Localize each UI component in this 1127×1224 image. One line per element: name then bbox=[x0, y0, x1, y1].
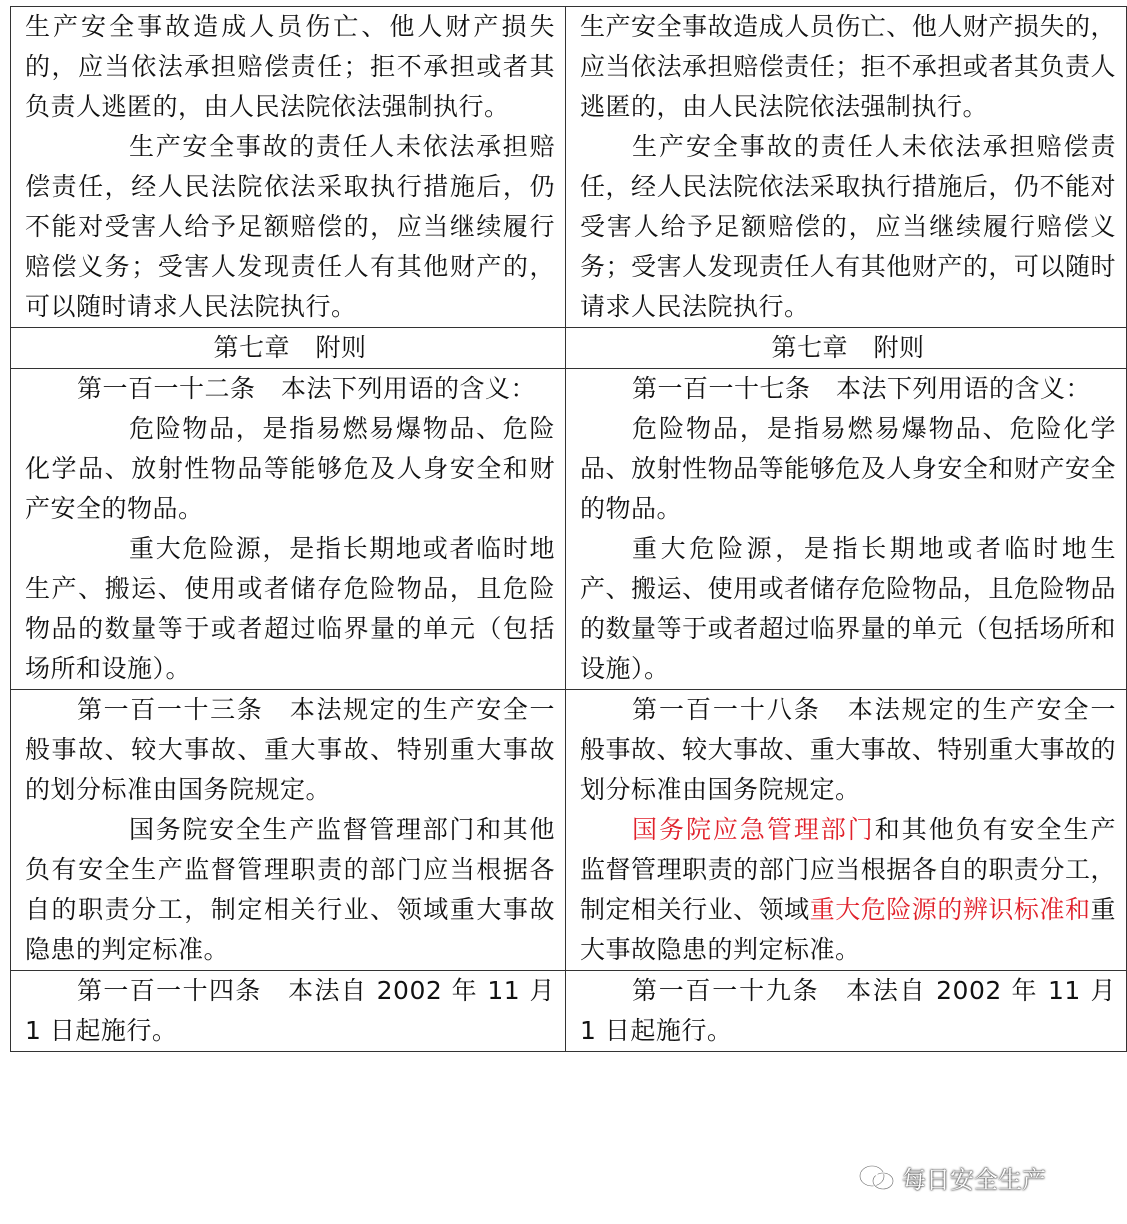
paragraph: 危险物品，是指易燃易爆物品、危险化学品、放射性物品等能够危及人身安全和财产安全的物品。 bbox=[25, 414, 555, 523]
paragraph: 第一百一十三条 本法规定的生产安全一般事故、较大事故、重大事故、特别重大事故的划分标准由国务院规定。 bbox=[25, 695, 555, 804]
old-text-cell bbox=[11, 369, 566, 690]
text-segment: 重大事故隐患的判定标准。 bbox=[580, 895, 1116, 964]
paragraph: 第一百一十九条 本法自 2002 年 11 月 1 日起施行。 bbox=[580, 976, 1116, 1045]
paragraph: 第一百一十四条 本法自 2002 年 11 月 1 日起施行。 bbox=[25, 976, 555, 1045]
paragraph: 生产安全事故造成人员伤亡、他人财产损失的，应当依法承担赔偿责任；拒不承担或者其负责人逃匿的，由人民法院依法强制执行。 bbox=[580, 12, 1116, 121]
watermark-text: 每日安全生产 bbox=[902, 1166, 1046, 1194]
table-row bbox=[11, 7, 1127, 328]
law-comparison-table bbox=[10, 6, 1127, 1052]
changed-text: 国务院应急管理部门 bbox=[632, 815, 875, 844]
comparison-page bbox=[10, 6, 1116, 1052]
old-text-cell bbox=[11, 7, 566, 328]
table-body bbox=[11, 7, 1127, 1052]
changed-text: 重大危险源的辨识标准和 bbox=[809, 895, 1091, 924]
paragraph: 重大危险源，是指长期地或者临时地生产、搬运、使用或者储存危险物品，且危险物品的数量等于或者超过临界量的单元（包括场所和设施）。 bbox=[580, 534, 1116, 683]
table-row bbox=[11, 971, 1127, 1052]
new-text-cell bbox=[566, 690, 1127, 971]
paragraph: 危险物品，是指易燃易爆物品、危险化学品、放射性物品等能够危及人身安全和财产安全的物品。 bbox=[580, 414, 1116, 523]
chapter-heading-new: 第七章 附则 bbox=[566, 328, 1127, 369]
paragraph: 第一百一十八条 本法规定的生产安全一般事故、较大事故、重大事故、特别重大事故的划分标准由国务院规定。 bbox=[580, 695, 1116, 804]
watermark bbox=[858, 1160, 1046, 1195]
chapter-heading-old: 第七章 附则 bbox=[11, 328, 566, 369]
text-segment: 和其他负有安全生产监督管理职责的部门应当根据各自的职责分工，制定相关行业、领域 bbox=[580, 815, 1116, 924]
new-text-cell bbox=[566, 971, 1127, 1052]
new-text-cell bbox=[566, 7, 1127, 328]
old-text-cell bbox=[11, 971, 566, 1052]
old-text-cell bbox=[11, 690, 566, 971]
paragraph: 生产安全事故造成人员伤亡、他人财产损失的，应当依法承担赔偿责任；拒不承担或者其负责人逃匿的，由人民法院依法强制执行。 bbox=[25, 12, 555, 121]
paragraph: 国务院安全生产监督管理部门和其他负有安全生产监督管理职责的部门应当根据各自的职责分工，制定相关行业、领域重大事故隐患的判定标准。 bbox=[25, 815, 555, 964]
table-row bbox=[11, 690, 1127, 971]
paragraph: 第一百一十七条 本法下列用语的含义： bbox=[632, 374, 1092, 403]
paragraph bbox=[580, 810, 1116, 970]
chapter-row bbox=[11, 328, 1127, 369]
table-row bbox=[11, 369, 1127, 690]
paragraph: 重大危险源，是指长期地或者临时地生产、搬运、使用或者储存危险物品，且危险物品的数量等于或者超过临界量的单元（包括场所和设施）。 bbox=[25, 534, 555, 683]
paragraph: 生产安全事故的责任人未依法承担赔偿责任，经人民法院依法采取执行措施后，仍不能对受害人给予足额赔偿的，应当继续履行赔偿义务；受害人发现责任人有其他财产的，可以随时请求人民法院执行。 bbox=[25, 132, 555, 321]
paragraph: 第一百一十二条 本法下列用语的含义： bbox=[77, 374, 537, 403]
new-text-cell bbox=[566, 369, 1127, 690]
wechat-icon bbox=[858, 1164, 896, 1192]
paragraph: 生产安全事故的责任人未依法承担赔偿责任，经人民法院依法采取执行措施后，仍不能对受害人给予足额赔偿的，应当继续履行赔偿义务；受害人发现责任人有其他财产的，可以随时请求人民法院执行。 bbox=[580, 132, 1116, 321]
